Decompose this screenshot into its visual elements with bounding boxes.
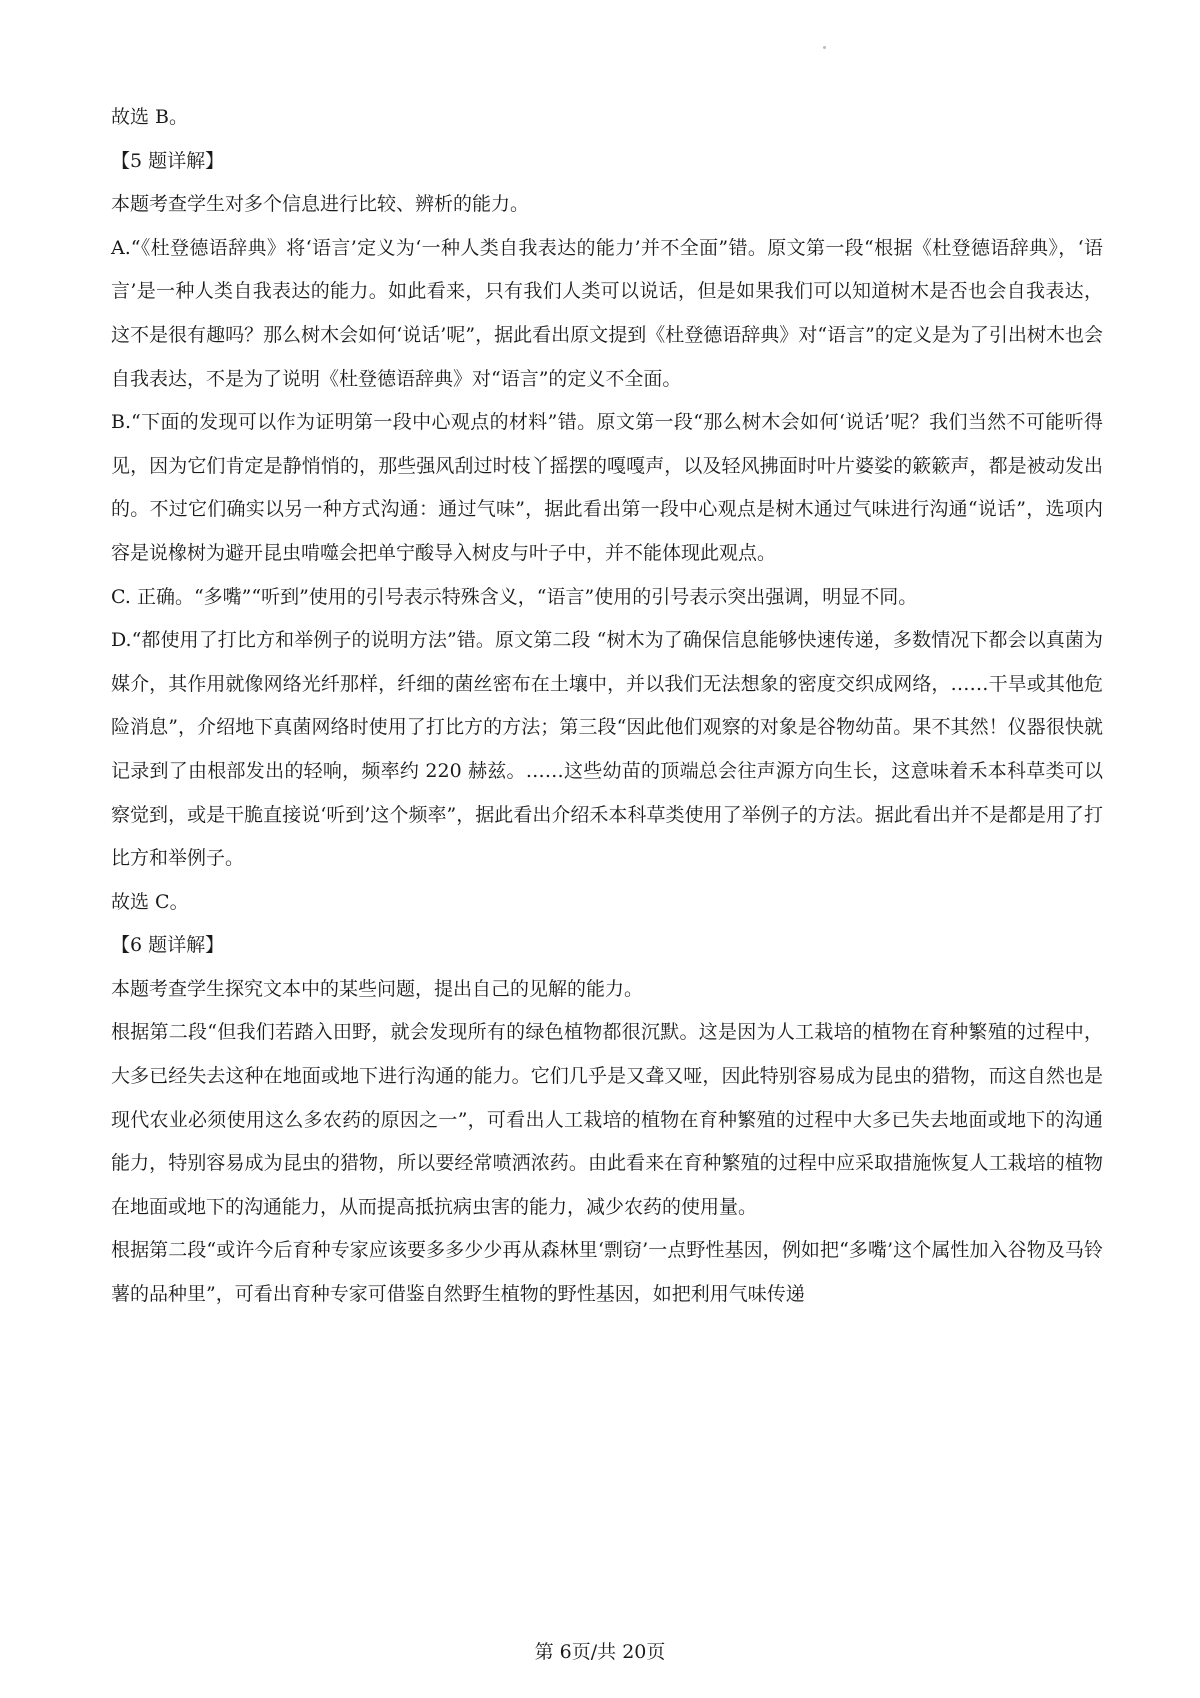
q5-intro: 本题考查学生对多个信息进行比较、辨析的能力。 <box>111 193 530 216</box>
answer-line-b: 故选 B。 <box>111 106 189 128</box>
q5-option-d: D.“都使用了打比方和举例子的说明方法”错。原文第二段 “树木为了确保信息能够快速传递，多数情况下都会以真菌为媒介，其作用就像网络光纤那样，纤细的菌丝密布在土壤中，并以我们无法想象的密度交织成网络，……干旱或其他危险消息”，介绍地下真菌网络时使用了打比方的方法；第三段“因此他们观察的对象是谷物幼苗。果不其然！仪器很快就记录到了由根部发出的轻响，频率约 220 赫兹。……这些幼苗的顶端总会往声源方向生长，这意味着禾本科草类可以察觉到，或是干脆直接说‘听到’这个频率”，据此看出介绍禾本科草类使用了举例子的方法。据此看出并不是都是用了打比方和举例子。 <box>111 629 1103 870</box>
q5-option-b: B.“下面的发现可以作为证明第一段中心观点的材料”错。原文第一段“那么树木会如何‘说话’呢？我们当然不可能听得见，因为它们肯定是静悄悄的，那些强风刮过时枝丫摇摆的嘎嘎声，以及轻风拂面时叶片婆娑的簌簌声，都是被动发出的。不过它们确实以另一种方式沟通：通过气味”，据此看出第一段中心观点是树木通过气味进行沟通“说话”，选项内容是说橡树为避开昆虫啃噬会把单宁酸导入树皮与叶子中，并不能体现此观点。 <box>111 411 1103 564</box>
q5-option-c: C. 正确。“多嘴”“听到”使用的引号表示特殊含义，“语言”使用的引号表示突出强调，明显不同。 <box>111 585 918 608</box>
section-heading-q5: 【5 题详解】 <box>111 149 225 172</box>
q6-paragraph-2: 根据第二段“或许今后育种专家应该要多多少少再从森林里‘剽窃’一点野性基因，例如把“多嘴’这个属性加入谷物及马铃薯的品种里”，可看出育种专家可借鉴自然野生植物的野性基因，如把利用气味传递 <box>111 1239 1103 1306</box>
section-heading-q6: 【6 题详解】 <box>111 934 225 957</box>
scan-speck <box>823 46 826 49</box>
document-body <box>111 96 1103 1317</box>
q6-paragraph-1: 根据第二段“但我们若踏入田野，就会发现所有的绿色植物都很沉默。这是因为人工栽培的植物在育种繁殖的过程中，大多已经失去这种在地面或地下进行沟通的能力。它们几乎是又聋又哑，因此特别容易成为昆虫的猎物，而这自然也是现代农业必须使用这么多农药的原因之一”，可看出人工栽培的植物在育种繁殖的过程中大多已失去地面或地下的沟通能力，特别容易成为昆虫的猎物，所以要经常喷洒浓药。由此看来在育种繁殖的过程中应采取措施恢复人工栽培的植物在地面或地下的沟通能力，从而提高抵抗病虫害的能力，减少农药的使用量。 <box>111 1021 1103 1218</box>
q6-intro: 本题考查学生探究文本中的某些问题，提出自己的见解的能力。 <box>111 977 644 1000</box>
answer-line-c: 故选 C。 <box>111 890 189 913</box>
q5-option-a: A.“《杜登德语辞典》将‘语言’定义为‘一种人类自我表达的能力’并不全面”错。原文第一段“根据《杜登德语辞典》，‘语言’是一种人类自我表达的能力。如此看来，只有我们人类可以说话，但是如果我们可以知道树木是否也会自我表达，这不是很有趣吗？那么树木会如何‘说话’呢”，据此看出原文提到《杜登德语辞典》对“语言”的定义是为了引出树木也会自我表达，不是为了说明《杜登德语辞典》对“语言”的定义不全面。 <box>111 236 1103 390</box>
page-number: 第 6页/共 20页 <box>534 1641 666 1663</box>
